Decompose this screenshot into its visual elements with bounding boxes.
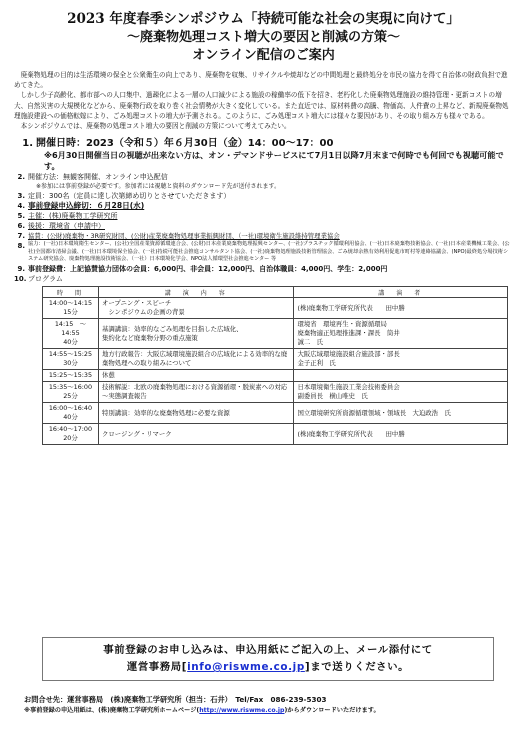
on-demand-note: ※6月30日開催当日の視聴が出来ない方は、オン・デマンドサービスにて7月1日以降7月末まで何時でも何回でも視聴可能です。	[44, 150, 504, 172]
time-cell-line: 14:55～15:25	[48, 350, 93, 358]
symposium-title: 2023 年度春季シンポジウム「持続可能な社会の実現に向けて」	[67, 11, 460, 27]
registration-notice-box	[42, 637, 494, 681]
intro-text	[14, 70, 513, 131]
info-item-sponsors: 7. 協賛：(公財)廃棄物・3R研究財団、(公財)産業廃棄物処理事業振興財団、（一社)環境衛生施設維持管理業協会	[17, 232, 340, 241]
symposium-subtitle: ～廃棄物処理コスト増大の要因と削減の方策～	[126, 30, 400, 45]
speaker-cell-line: 環境省 環境再生・資源循環局	[297, 320, 387, 328]
speaker-cell	[294, 370, 508, 382]
content-cell	[98, 319, 294, 349]
content-cell-line: 地方行政報告：大阪広域環境施設組合の広域化による効率的な廃棄物処理への取り組みについて	[101, 350, 288, 367]
notice-line-2: 運営事務局[info@riswme.co.jp]まで送りください。	[126, 661, 410, 673]
time-cell	[43, 382, 99, 403]
time-cell-line: 40分	[63, 338, 78, 346]
content-cell	[98, 382, 294, 403]
time-cell-line: 15分	[63, 308, 78, 316]
time-cell-line: 14:15 ～14:55	[54, 320, 87, 337]
speaker-cell	[294, 349, 508, 370]
intro-paragraph: しかし少子高齢化、都市部への人口集中、過疎化による一層の人口減少による施設の稼働率の低下を招き、老朽化した廃棄物処理施設の維持管理・更新コストの増大、自然災害の大規模化などから、廃棄物行政を取り巻く社会情勢が大きく変化している。また直近では、原材料費の高騰、物価高、人件費の上昇など、新規廃棄物処理施設建設への価格転嫁により、ごみ処理コストの増大が予測される。このように、ごみ処理コスト増大には様々な要因があり、その取り組み方も様々である。	[14, 91, 509, 120]
content-cell	[98, 349, 294, 370]
info-item-program: 10. プログラム	[14, 275, 63, 283]
table-row	[43, 298, 508, 319]
speaker-cell	[294, 403, 508, 424]
table-row	[43, 424, 508, 445]
homepage-link[interactable]: http://www.riswme.co.jp	[199, 707, 285, 714]
intro-paragraph: 本シンポジウムでは、廃棄物の処理コスト増大の要因と削減の方策について考えてみたい。	[20, 122, 291, 131]
table-row	[43, 319, 508, 349]
time-cell-line: 20分	[63, 434, 78, 442]
time-cell-line: 25分	[63, 392, 78, 400]
time-cell-line: 40分	[63, 413, 78, 421]
speaker-cell-line: 金子正利 氏	[297, 359, 336, 367]
content-cell-line: 特別講演：効率的な廃棄物処理に必要な資源	[101, 408, 230, 417]
speaker-cell	[294, 319, 508, 349]
info-item-method: 2. 開催方法：無観客開催、オンライン申込配信	[17, 173, 168, 182]
content-cell-line: 技術解説：北欧の廃棄物処理における資源循環・脱炭素への対応～実態調査報告	[101, 383, 288, 400]
speaker-cell-line: (株)廃棄物工学研究所代表 田中勝	[297, 429, 405, 438]
info-item-capacity: 3. 定員：300名（定員に達し次第締め切りとさせていただきます）	[17, 192, 231, 201]
time-cell-line: 15:35～16:00	[48, 383, 93, 391]
time-cell	[43, 319, 99, 349]
speaker-cell-line: 大阪広域環境施設組合施設部・部長	[297, 350, 400, 358]
time-cell	[43, 370, 99, 382]
info-item-cooperation: 8. 協力：(一社)日本環境衛生センター、(公社)全国産業資源循環連合会、(公財)日本産業廃棄物処理振興センター、(一社)プラスチック循環利用協会、(一社)日本廃棄物技術協会、(一社)日本産業機械工業会、(公社)全国都市清掃会議、(一社)日本環境保全協会、(一社)持続可能社会推進コンサルタント協会、(一社)廃棄物処理施設技術管理協会、ごみ焼却余熱有効利用促進市町村等連絡協議会、(NPO)最終処分場技術システム研究協会、廃棄物処理施設技術協会、（一社）日本環境化学会、NPO法人循環型社会推進センター 等	[17, 241, 510, 263]
speaker-cell-line: 日本環境衛生施設工業会技術委員会	[297, 383, 400, 391]
info-item-support: 6. 後援：環境省（申請中）	[17, 222, 105, 231]
content-cell	[98, 370, 294, 382]
column-header-content: 講 演 内 容	[98, 287, 294, 298]
content-cell	[98, 298, 294, 319]
program-table	[42, 286, 508, 445]
content-cell	[98, 403, 294, 424]
program-header-row	[43, 287, 508, 298]
column-header-time: 時 間	[43, 287, 99, 298]
speaker-cell	[294, 424, 508, 445]
time-cell	[43, 424, 99, 445]
time-cell	[43, 403, 99, 424]
content-cell-line: 休憩	[101, 371, 115, 379]
notice-line-1: 事前登録のお申し込みは、申込用紙にご記入の上、メール添付にて	[103, 644, 433, 656]
content-cell-line: 集約化など廃棄物分野の重点施策	[101, 333, 198, 342]
time-cell-line: 16:00～16:40	[48, 404, 93, 412]
speaker-cell	[294, 298, 508, 319]
column-header-speaker: 講 演 者	[294, 287, 508, 298]
time-cell	[43, 349, 99, 370]
registration-note: ※参加には事前登録が必要です。参加者には視聴と資料のダウンロード先が送付されます。	[36, 183, 281, 191]
time-cell-line: 15:25～15:35	[48, 371, 93, 379]
time-cell	[43, 298, 99, 319]
email-link[interactable]: info@riswme.co.jp	[187, 661, 305, 673]
table-row	[43, 349, 508, 370]
online-notice-title: オンライン配信のご案内	[192, 48, 335, 63]
download-note: ※事前登録の申込用紙は、(株)廃棄物工学研究所ホームページ(http://www.riswme.co.jp)からダウンロードいただけます。	[24, 707, 380, 714]
content-cell	[98, 424, 294, 445]
content-cell-line: シンポジウムの企画の背景	[101, 308, 185, 316]
speaker-cell-line: 副委員長 横山唯史 氏	[297, 392, 368, 400]
info-item-fee: 9. 事前登録費：上記協賛協力団体の会員：6,000円、非会員：12,000円、自治体職員：4,000円、学生：2,000円	[17, 265, 388, 273]
intro-paragraph: 廃棄物処理の目的は生活環境の保全と公衆衛生の向上であり、廃棄物を収集、リサイクルや焼却などの中間処理と最終処分を市民の協力を得て自治体の財政負担で進めてきた。	[14, 71, 508, 90]
footer	[24, 694, 514, 716]
speaker-cell-line: (株)廃棄物工学研究所代表 田中勝	[297, 303, 405, 312]
info-item-deadline: 4. 事前登録申込締切：６月28日(水)	[17, 201, 145, 211]
title-block	[14, 10, 513, 65]
speaker-cell-line: 国立環境研究所資源循環領域・領域長 大迫政浩 氏	[297, 408, 451, 417]
info-item-date: 1. 開催日時：2023（令和５）年６月30日（金）14：00～17：00	[22, 138, 334, 150]
time-cell-line: 30分	[63, 359, 78, 367]
table-row	[43, 370, 508, 382]
speaker-cell-line: 誠二 氏	[297, 338, 324, 346]
table-row	[43, 382, 508, 403]
info-list	[14, 137, 513, 284]
time-cell-line: 14:00～14:15	[48, 299, 93, 307]
speaker-cell-line: 廃棄物適正処理推進課・課長 筒井	[297, 329, 400, 337]
content-cell-line: 基調講演：効率的なごみ処理を目指した広域化、	[101, 324, 243, 333]
content-cell-line: クロージング・リマーク	[101, 429, 172, 438]
info-item-organizer: 5. 主催：(株)廃棄物工学研究所	[17, 212, 118, 221]
contact-line: お問合せ先：運営事務局 (株)廃棄物工学研究所（担当：石井） Tel/Fax 086-239-5303	[24, 695, 327, 704]
table-row	[43, 403, 508, 424]
speaker-cell	[294, 382, 508, 403]
time-cell-line: 16:40～17:00	[48, 425, 93, 433]
content-cell-line: オープニング・スピーチ	[101, 299, 172, 307]
